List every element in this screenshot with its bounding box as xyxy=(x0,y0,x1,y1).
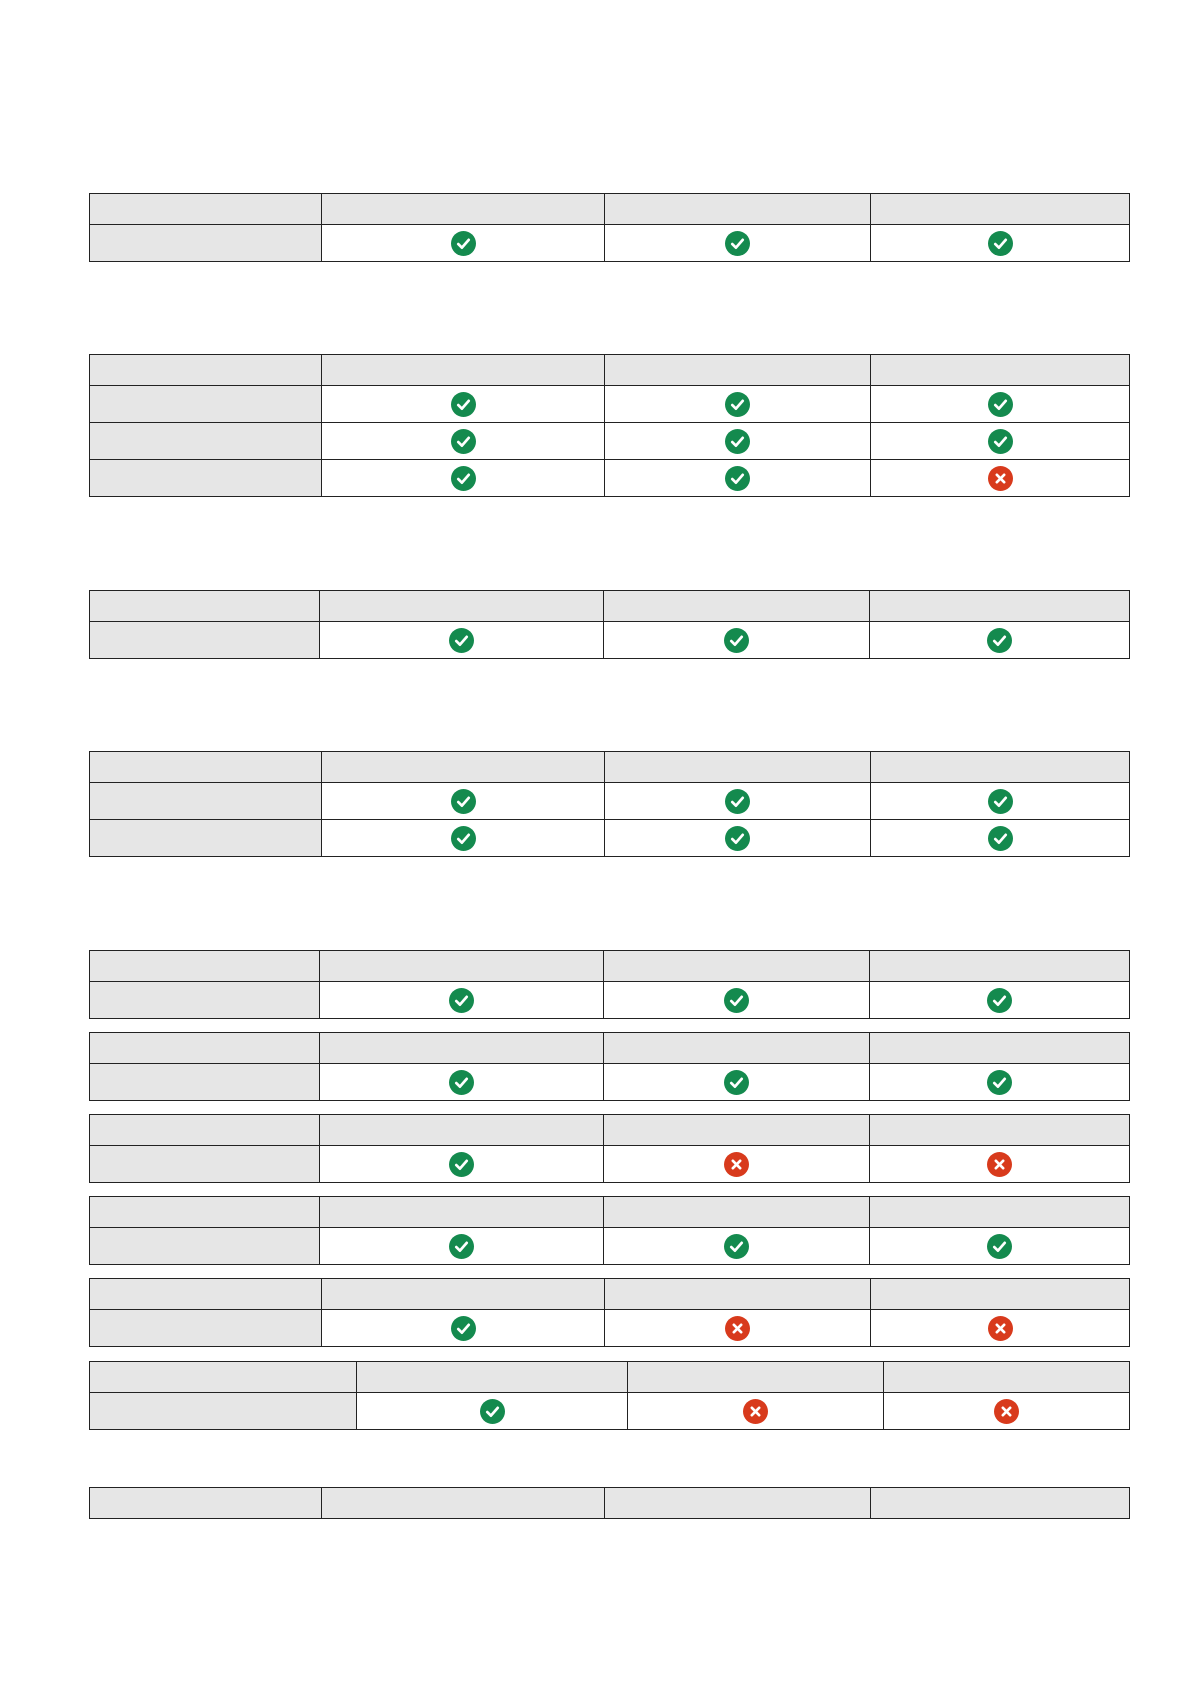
check-circle-icon xyxy=(724,1234,749,1259)
row-label-cell xyxy=(90,225,322,262)
check-circle-icon xyxy=(725,466,750,491)
check-circle-icon xyxy=(451,789,476,814)
supported-cell xyxy=(322,783,605,820)
supported-cell xyxy=(605,423,871,460)
check-circle-icon xyxy=(725,826,750,851)
table-row xyxy=(90,1064,1130,1101)
row-label-cell xyxy=(90,982,320,1019)
table-row xyxy=(90,386,1130,423)
comparison-table xyxy=(89,1487,1130,1519)
header-corner-cell xyxy=(90,194,322,225)
check-circle-icon xyxy=(724,988,749,1013)
row-label-cell xyxy=(90,820,322,857)
check-circle-icon xyxy=(724,628,749,653)
column-header-cell xyxy=(604,591,870,622)
supported-cell xyxy=(357,1393,628,1430)
column-header-cell xyxy=(870,591,1130,622)
check-circle-icon xyxy=(725,789,750,814)
column-header-cell xyxy=(884,1362,1130,1393)
supported-cell xyxy=(604,1064,870,1101)
table-row xyxy=(90,1146,1130,1183)
column-header-cell xyxy=(322,355,605,386)
column-header-cell xyxy=(870,951,1130,982)
check-circle-icon xyxy=(988,392,1013,417)
supported-cell xyxy=(604,982,870,1019)
supported-cell xyxy=(605,820,871,857)
column-header-cell xyxy=(871,355,1130,386)
supported-cell xyxy=(870,1228,1130,1265)
table-row xyxy=(90,225,1130,262)
supported-cell xyxy=(605,783,871,820)
table-header-row xyxy=(90,194,1130,225)
supported-cell xyxy=(320,1146,604,1183)
comparison-table xyxy=(89,354,1130,497)
header-corner-cell xyxy=(90,591,320,622)
cross-circle-icon xyxy=(988,1316,1013,1341)
cross-circle-icon xyxy=(743,1399,768,1424)
supported-cell xyxy=(871,386,1130,423)
comparison-table xyxy=(89,1361,1130,1430)
check-circle-icon xyxy=(987,1070,1012,1095)
supported-cell xyxy=(320,622,604,659)
row-label-cell xyxy=(90,1393,357,1430)
column-header-cell xyxy=(320,951,604,982)
supported-cell xyxy=(870,622,1130,659)
check-circle-icon xyxy=(451,392,476,417)
column-header-cell xyxy=(320,1033,604,1064)
table-header-row xyxy=(90,1488,1130,1519)
check-circle-icon xyxy=(449,1152,474,1177)
comparison-table xyxy=(89,1278,1130,1347)
comparison-table xyxy=(89,1114,1130,1183)
column-header-cell xyxy=(357,1362,628,1393)
table-header-row xyxy=(90,1033,1130,1064)
check-circle-icon xyxy=(988,231,1013,256)
table-header-row xyxy=(90,1197,1130,1228)
check-circle-icon xyxy=(725,392,750,417)
column-header-cell xyxy=(605,1279,871,1310)
check-circle-icon xyxy=(480,1399,505,1424)
check-circle-icon xyxy=(987,988,1012,1013)
comparison-table xyxy=(89,193,1130,262)
comparison-table xyxy=(89,590,1130,659)
cross-circle-icon xyxy=(724,1152,749,1177)
header-corner-cell xyxy=(90,1488,322,1519)
check-circle-icon xyxy=(449,628,474,653)
column-header-cell xyxy=(870,1197,1130,1228)
table-row xyxy=(90,783,1130,820)
column-header-cell xyxy=(605,752,871,783)
supported-cell xyxy=(871,225,1130,262)
supported-cell xyxy=(605,460,871,497)
column-header-cell xyxy=(322,1279,605,1310)
header-corner-cell xyxy=(90,1279,322,1310)
check-circle-icon xyxy=(451,466,476,491)
unsupported-cell xyxy=(605,1310,871,1347)
row-label-cell xyxy=(90,1310,322,1347)
supported-cell xyxy=(870,982,1130,1019)
header-corner-cell xyxy=(90,1115,320,1146)
row-label-cell xyxy=(90,1228,320,1265)
table-row xyxy=(90,1228,1130,1265)
check-circle-icon xyxy=(725,429,750,454)
header-corner-cell xyxy=(90,752,322,783)
column-header-cell xyxy=(320,1115,604,1146)
cross-circle-icon xyxy=(987,1152,1012,1177)
check-circle-icon xyxy=(451,231,476,256)
column-header-cell xyxy=(871,752,1130,783)
supported-cell xyxy=(870,1064,1130,1101)
row-label-cell xyxy=(90,1064,320,1101)
column-header-cell xyxy=(320,591,604,622)
check-circle-icon xyxy=(451,1316,476,1341)
check-circle-icon xyxy=(725,231,750,256)
column-header-cell xyxy=(871,1488,1130,1519)
row-label-cell xyxy=(90,386,322,423)
unsupported-cell xyxy=(884,1393,1130,1430)
row-label-cell xyxy=(90,423,322,460)
table-header-row xyxy=(90,1115,1130,1146)
supported-cell xyxy=(322,820,605,857)
table-row xyxy=(90,460,1130,497)
supported-cell xyxy=(320,982,604,1019)
table-row xyxy=(90,423,1130,460)
comparison-table xyxy=(89,1196,1130,1265)
table-header-row xyxy=(90,1362,1130,1393)
column-header-cell xyxy=(870,1033,1130,1064)
check-circle-icon xyxy=(451,429,476,454)
check-circle-icon xyxy=(988,789,1013,814)
unsupported-cell xyxy=(870,1146,1130,1183)
column-header-cell xyxy=(870,1115,1130,1146)
unsupported-cell xyxy=(871,1310,1130,1347)
table-row xyxy=(90,622,1130,659)
supported-cell xyxy=(320,1228,604,1265)
header-corner-cell xyxy=(90,1362,357,1393)
unsupported-cell xyxy=(604,1146,870,1183)
header-corner-cell xyxy=(90,1197,320,1228)
cross-circle-icon xyxy=(988,466,1013,491)
header-corner-cell xyxy=(90,355,322,386)
table-row xyxy=(90,1393,1130,1430)
column-header-cell xyxy=(604,1033,870,1064)
check-circle-icon xyxy=(987,1234,1012,1259)
column-header-cell xyxy=(605,194,871,225)
column-header-cell xyxy=(604,951,870,982)
supported-cell xyxy=(871,783,1130,820)
column-header-cell xyxy=(605,1488,871,1519)
header-corner-cell xyxy=(90,1033,320,1064)
cross-circle-icon xyxy=(725,1316,750,1341)
table-row xyxy=(90,1310,1130,1347)
check-circle-icon xyxy=(988,826,1013,851)
row-label-cell xyxy=(90,1146,320,1183)
column-header-cell xyxy=(604,1197,870,1228)
supported-cell xyxy=(604,1228,870,1265)
supported-cell xyxy=(871,820,1130,857)
supported-cell xyxy=(605,386,871,423)
table-row xyxy=(90,820,1130,857)
table-header-row xyxy=(90,355,1130,386)
unsupported-cell xyxy=(871,460,1130,497)
supported-cell xyxy=(871,423,1130,460)
supported-cell xyxy=(322,386,605,423)
column-header-cell xyxy=(322,752,605,783)
unsupported-cell xyxy=(628,1393,884,1430)
column-header-cell xyxy=(604,1115,870,1146)
supported-cell xyxy=(605,225,871,262)
row-label-cell xyxy=(90,460,322,497)
column-header-cell xyxy=(322,194,605,225)
header-corner-cell xyxy=(90,951,320,982)
column-header-cell xyxy=(871,1279,1130,1310)
cross-circle-icon xyxy=(994,1399,1019,1424)
comparison-table xyxy=(89,950,1130,1019)
table-header-row xyxy=(90,951,1130,982)
table-header-row xyxy=(90,752,1130,783)
column-header-cell xyxy=(322,1488,605,1519)
supported-cell xyxy=(322,225,605,262)
supported-cell xyxy=(322,460,605,497)
check-circle-icon xyxy=(449,988,474,1013)
supported-cell xyxy=(322,423,605,460)
table-header-row xyxy=(90,591,1130,622)
column-header-cell xyxy=(871,194,1130,225)
comparison-table xyxy=(89,751,1130,857)
check-circle-icon xyxy=(451,826,476,851)
check-circle-icon xyxy=(988,429,1013,454)
comparison-table xyxy=(89,1032,1130,1101)
check-circle-icon xyxy=(449,1234,474,1259)
column-header-cell xyxy=(320,1197,604,1228)
supported-cell xyxy=(320,1064,604,1101)
check-circle-icon xyxy=(724,1070,749,1095)
column-header-cell xyxy=(605,355,871,386)
column-header-cell xyxy=(628,1362,884,1393)
supported-cell xyxy=(322,1310,605,1347)
supported-cell xyxy=(604,622,870,659)
check-circle-icon xyxy=(449,1070,474,1095)
check-circle-icon xyxy=(987,628,1012,653)
row-label-cell xyxy=(90,783,322,820)
row-label-cell xyxy=(90,622,320,659)
table-header-row xyxy=(90,1279,1130,1310)
table-row xyxy=(90,982,1130,1019)
